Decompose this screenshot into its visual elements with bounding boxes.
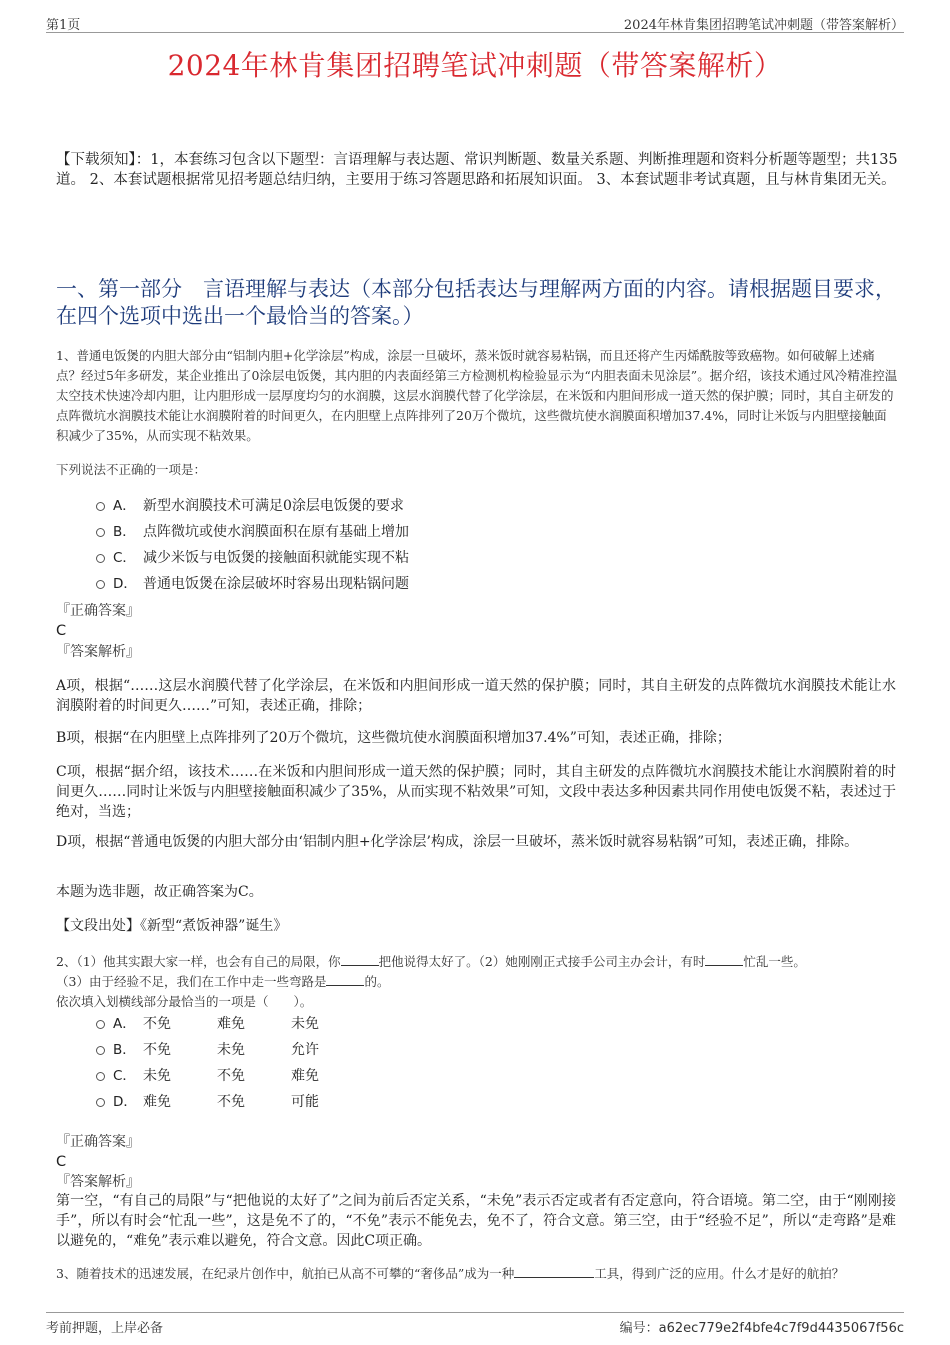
q2-option-a[interactable]: A． 不免 难免 未免: [96, 1012, 319, 1036]
q1-option-c[interactable]: C． 减少米饭与电饭煲的接触面积就能实现不粘: [96, 546, 409, 570]
footer-doc-id: 编号：a62ec779e2f4bfe4c7f9d4435067f56c: [619, 1321, 904, 1336]
q2-analysis-label: 『答案解析』: [56, 1174, 140, 1190]
q1-stem: 1、普通电饭煲的内胆大部分由“铝制内胆+化学涂层”构成，涂层一旦破坏，蒸米饭时就容易粘锅，而且还将产生丙烯酰胺等致癌物。如何破解上述痛点？经过5年多研发，某企业推出了0涂层电饭煲，其内胆的内表面经第三方检测机构检验显示为“内胆表面未见涂层”。据介绍，该技术通过风冷精准控温太空技术快速冷却内胆，让内胆形成一层厚度均匀的水润膜，这层水润膜代替了化学涂层，在米饭和内胆间形成一道天然的保护膜；同时，其自主研发的点阵微坑水润膜技术能让水润膜附着的时间更久，在内胆壁上点阵排列了20万个微坑，这些微坑使水润膜面积增加37.4%，同时让米饭与内胆壁接触面积减少了35%，从而实现不粘效果。: [56, 348, 898, 443]
document-title: 2024年林肯集团招聘笔试冲刺题（带答案解析）: [167, 49, 783, 82]
q1-answer: C: [56, 623, 67, 639]
q2-option-b[interactable]: B． 不免 未免 允许: [96, 1038, 319, 1062]
q3-stem: 3、随着技术的迅速发展，在纪录片创作中，航拍已从高不可攀的“奢侈品”成为一种 工具，得到广泛的应用。什么才是好的航拍？: [56, 1266, 845, 1281]
radio-icon[interactable]: [96, 580, 105, 589]
radio-icon[interactable]: [96, 1046, 105, 1055]
page-header: [46, 14, 904, 33]
fill-blank: [514, 1265, 594, 1278]
q1-analysis-label: 『答案解析』: [56, 644, 140, 660]
q1-conclusion: 本题为选非题，故正确答案为C。: [56, 884, 263, 900]
q2-stem: 2、（1）他其实跟大家一样，也会有自己的局限，你 把他说得太好了。（2）她刚刚正式接手公司主办会计，有时 忙乱一些。 （3）由于经验不足，我们在工作中走一些弯路是 的。 依次填入划横线部分最恰当的一项是（ ）。: [56, 954, 806, 1009]
footer-slogan: 考前押题，上岸必备: [46, 1321, 164, 1336]
radio-icon[interactable]: [96, 502, 105, 511]
header-doc-title: 2024年林肯集团招聘笔试冲刺题（带答案解析）: [623, 18, 904, 33]
q1-answer-label: 『正确答案』: [56, 603, 140, 619]
q1-analysis-c: C项，根据“据介绍，该技术……在米饭和内胆间形成一道天然的保护膜；同时，其自主研发的点阵微坑水润膜技术能让水润膜附着的时间更久……同时让米饭与内胆壁接触面积减少了35%，从而实现不粘效果”可知，文段中表达多种因素共同作用使电饭煲不粘，表述过于绝对，当选；: [56, 764, 896, 820]
fill-blank: [326, 973, 364, 986]
fill-blank: [341, 953, 379, 966]
q1-option-d[interactable]: D． 普通电饭煲在涂层破坏时容易出现粘锅问题: [96, 572, 409, 596]
q2-analysis: 第一空，“有自己的局限”与“把他说的太好了”之间为前后否定关系，“未免”表示否定或者有否定意向，符合语境。第二空，由于“刚刚接手”，所以有时会“忙乱一些”，这是免不了的，“不免”表示不能免去，免不了，符合文意。第三空，由于“经验不足”，所以“走弯路”是难以避免的，“难免”表示难以避免，符合文意。因此C项正确。: [56, 1193, 896, 1249]
q1-option-b[interactable]: B． 点阵微坑或使水润膜面积在原有基础上增加: [96, 520, 409, 544]
q2-option-d[interactable]: D． 难免 不免 可能: [96, 1090, 319, 1114]
q2-option-c[interactable]: C． 未免 不免 难免: [96, 1064, 319, 1088]
q1-option-a[interactable]: A． 新型水润膜技术可满足0涂层电饭煲的要求: [96, 494, 404, 518]
q1-analysis-d: D项，根据“普通电饭煲的内胆大部分由‘铝制内胆+化学涂层’构成，涂层一旦破坏，蒸米饭时就容易粘锅”可知，表述正确，排除。: [56, 834, 859, 850]
section-heading: 一、第一部分 言语理解与表达（本部分包括表达与理解两方面的内容。请根据题目要求，在四个选项中选出一个最恰当的答案。）: [56, 277, 896, 328]
q2-answer-label: 『正确答案』: [56, 1134, 140, 1150]
q2-answer: C: [56, 1154, 67, 1170]
download-notice: 【下载须知】：1，本套练习包含以下题型：言语理解与表达题、常识判断题、数量关系题、判断推理题和资料分析题等题型；共135道。 2、本套试题根据常见招考题总结归纳，主要用于练习答题思路和拓展知识面。 3、本套试题非考试真题，且与林肯集团无关。: [56, 152, 898, 188]
q1-source: 【文段出处】《新型“煮饭神器”诞生》: [56, 918, 288, 934]
radio-icon[interactable]: [96, 1072, 105, 1081]
radio-icon[interactable]: [96, 528, 105, 537]
q1-analysis-a: A项，根据“……这层水润膜代替了化学涂层，在米饭和内胆间形成一道天然的保护膜；同时，其自主研发的点阵微坑水润膜技术能让水润膜附着的时间更久……”可知，表述正确，排除；: [56, 678, 896, 714]
page-footer: [46, 1312, 904, 1335]
q1-analysis-b: B项，根据“在内胆壁上点阵排列了20万个微坑，这些微坑使水润膜面积增加37.4%”可知，表述正确，排除；: [56, 730, 731, 746]
radio-icon[interactable]: [96, 1098, 105, 1107]
radio-icon[interactable]: [96, 554, 105, 563]
radio-icon[interactable]: [96, 1020, 105, 1029]
page-number: 第1页: [46, 18, 81, 33]
fill-blank: [705, 953, 743, 966]
q1-prompt: 下列说法不正确的一项是：: [56, 462, 207, 477]
